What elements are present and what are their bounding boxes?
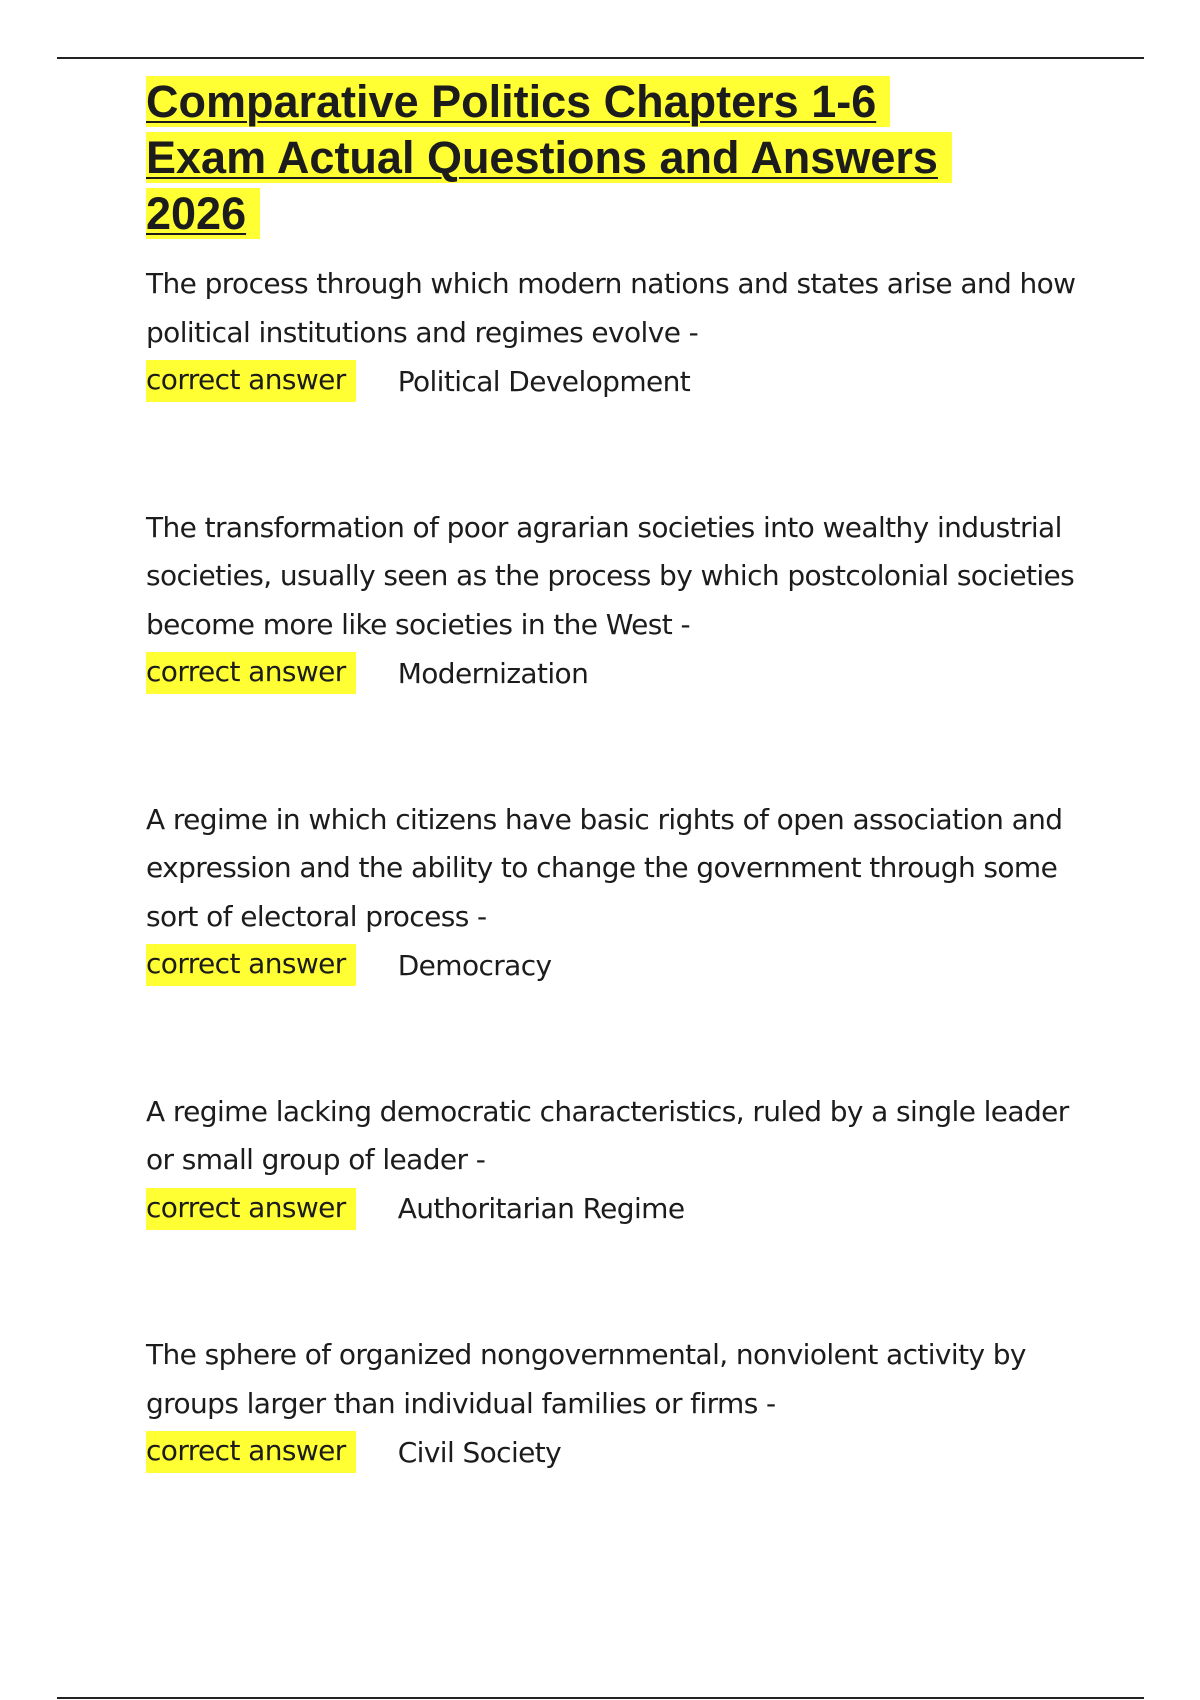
title-line-3: 2026: [146, 188, 260, 239]
answer-text: Political Development: [397, 364, 691, 398]
answer-row: [146, 1428, 1096, 1477]
answer-text: Modernization: [397, 656, 589, 690]
correct-answer-label: correct answer: [146, 1188, 356, 1230]
correct-answer-label: correct answer: [146, 1431, 356, 1473]
qa-item: [146, 1331, 1096, 1477]
document-body: [146, 74, 1096, 1575]
answer-text: Civil Society: [397, 1435, 562, 1469]
qa-item: [146, 1088, 1096, 1234]
question-text: The sphere of organized nongovernmental, nonviolent activity by groups larger than individual families or firms -: [146, 1338, 1026, 1420]
answer-text: Democracy: [397, 948, 552, 982]
answer-row: [146, 941, 1096, 990]
correct-answer-label: correct answer: [146, 360, 356, 402]
qa-list: [146, 260, 1096, 1477]
qa-item: [146, 504, 1096, 698]
correct-answer-label: correct answer: [146, 944, 356, 986]
top-rule: [57, 57, 1144, 59]
qa-item: [146, 260, 1096, 406]
question-text: A regime in which citizens have basic rights of open association and expression and the ability to change the government through some sort of electoral process -: [146, 802, 1063, 933]
answer-row: [146, 649, 1096, 698]
qa-item: [146, 796, 1096, 990]
question-text: A regime lacking democratic characteristics, ruled by a single leader or small group of leader -: [146, 1094, 1069, 1176]
title-line-2: Exam Actual Questions and Answers: [146, 132, 952, 183]
document-title: [146, 74, 1096, 242]
question-text: The process through which modern nations and states arise and how political institutions and regimes evolve -: [146, 267, 1076, 349]
title-line-1: Comparative Politics Chapters 1-6: [146, 76, 890, 127]
bottom-rule: [57, 1697, 1144, 1699]
answer-text: Authoritarian Regime: [397, 1192, 685, 1226]
answer-row: [146, 357, 1096, 406]
correct-answer-label: correct answer: [146, 652, 356, 694]
answer-row: [146, 1185, 1096, 1234]
question-text: The transformation of poor agrarian societies into wealthy industrial societies, usually seen as the process by which postcolonial societies become more like societies in the West -: [146, 510, 1075, 641]
